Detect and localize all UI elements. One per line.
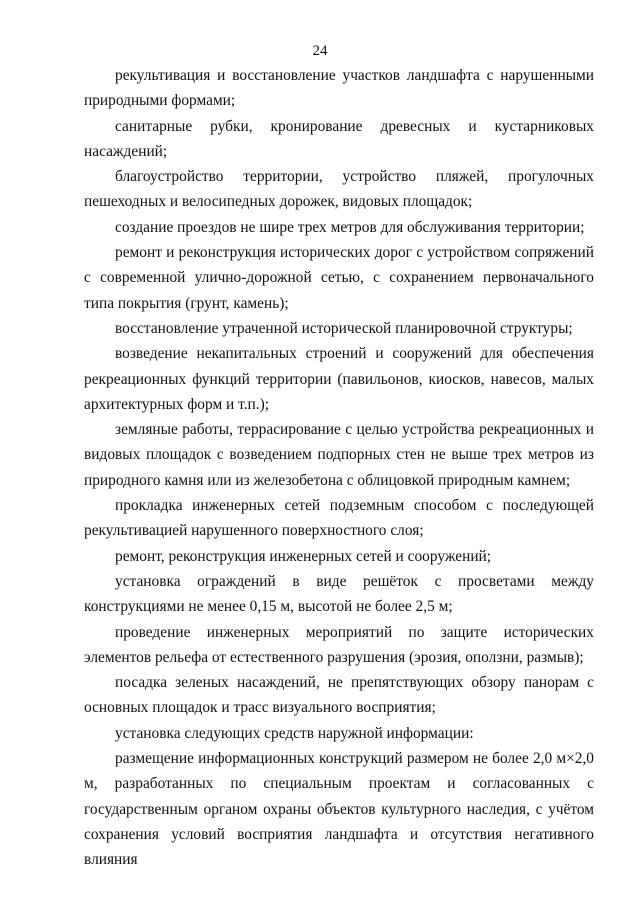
paragraph-planting: посадка зеленых насаждений, не препятствующих обзору панорам с основных площадок и трасс визуального восприятия; xyxy=(84,674,594,717)
paragraph-info-structures: размещение информационных конструкций размером не более 2,0 м×2,0 м, разработанных по специальным проектам и согласованных с государственным органом охраны объектов культурного наследия, с учётом сохранения условий восприятия ландшафта и отсутствия негативного влияния xyxy=(84,750,594,869)
body-text xyxy=(84,63,594,873)
page-number: 24 xyxy=(312,43,328,59)
paragraph-outdoor-info: установка следующих средств наружной информации: xyxy=(115,724,474,742)
paragraph-sanitary-felling: санитарные рубки, кронирование древесных и кустарниковых насаждений; xyxy=(84,117,594,160)
paragraph-fencing: установка ограждений в виде решёток с просветами между конструкциями не менее 0,15 м, высотой не более 2,5 м; xyxy=(84,572,594,616)
paragraph-reclamation: рекультивация и восстановление участков ландшафта с нарушенными природными формами; xyxy=(84,67,594,110)
paragraph-underground-networks: прокладка инженерных сетей подземным способом с последующей рекультивацией нарушенного поверхностного слоя; xyxy=(84,497,594,540)
paragraph-driveways: создание проездов не шире трех метров для обслуживания территории; xyxy=(115,218,585,236)
paragraph-historic-roads: ремонт и реконструкция исторических дорог с устройством сопряжений с современной улично-дорожной сетью, с сохранением первоначального типа покрытия (грунт, камень); xyxy=(84,244,594,312)
paragraph-planning-structure: восстановление утраченной исторической планировочной структуры; xyxy=(115,319,573,337)
paragraph-temporary-structures: возведение некапитальных строений и сооружений для обеспечения рекреационных функций территории (павильонов, киосков, навесов, малых архитектурных форм и т.п.); xyxy=(84,345,594,413)
paragraph-landscaping: благоустройство территории, устройство пляжей, прогулочных пешеходных и велосипедных дорожек, видовых площадок; xyxy=(84,168,594,211)
paragraph-earthworks: земляные работы, террасирование с целью устройства рекреационных и видовых площадок с возведением подпорных стен не выше трех метров из природного камня или из железобетона с облицовкой природным камнем; xyxy=(84,421,594,489)
paragraph-network-repair: ремонт, реконструкция инженерных сетей и сооружений; xyxy=(115,547,492,565)
paragraph-relief-protection: проведение инженерных мероприятий по защите исторических элементов рельефа от естественного разрушения (эрозия, оползни, размыв); xyxy=(84,623,594,666)
